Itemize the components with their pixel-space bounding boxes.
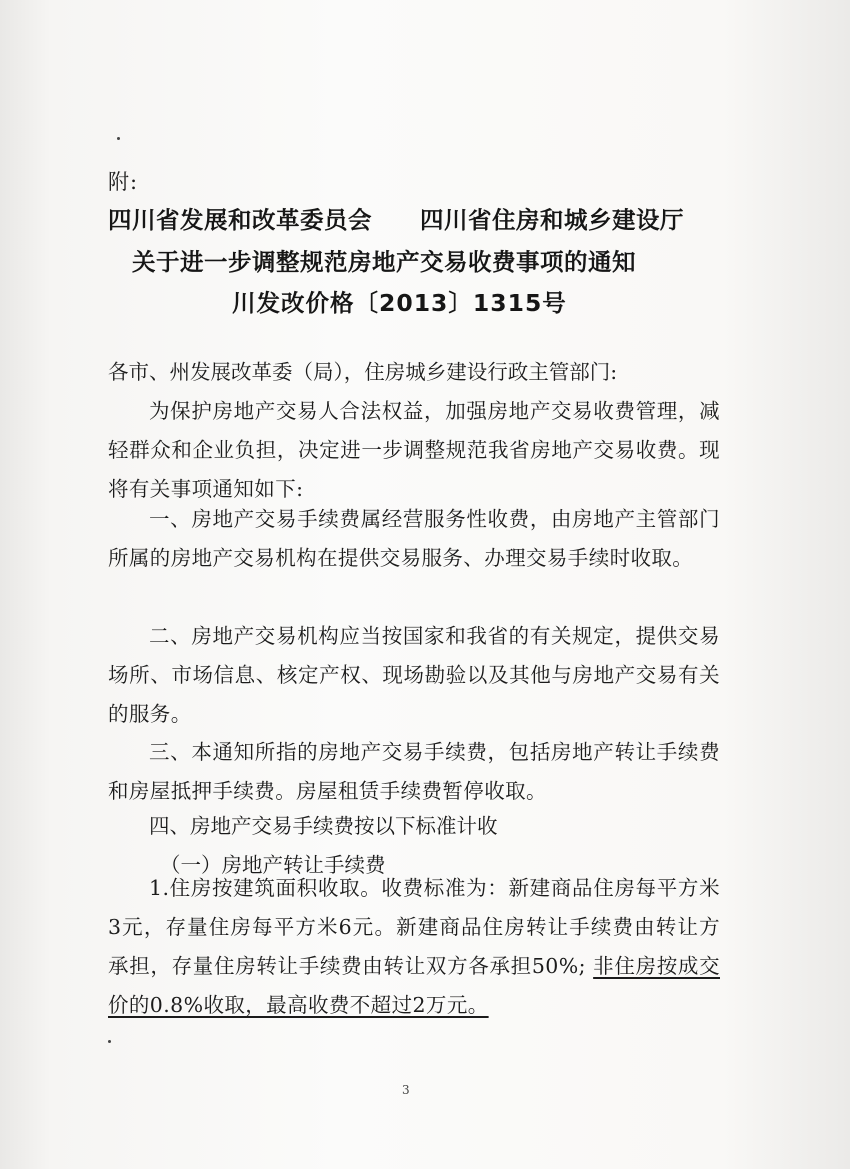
scan-speck — [108, 1040, 111, 1043]
issuing-authorities-title: 四川省发展和改革委员会 四川省住房和城乡建设厅 — [108, 206, 684, 234]
page-number: 3 — [402, 1083, 410, 1097]
item-1-underlined-text: 非住房按成交价的0.8%收取，最高收费不超过2万元。 — [108, 954, 720, 1017]
item-1-paragraph — [108, 869, 720, 1025]
clause-3-paragraph: 三、本通知所指的房地产交易手续费，包括房地产转让手续费和房屋抵押手续费。房屋租赁手续费暂停收取。 — [108, 740, 720, 803]
attachment-label: 附: — [108, 170, 139, 194]
clause-1-paragraph: 一、房地产交易手续费属经营服务性收费，由房地产主管部门所属的房地产交易机构在提供交易服务、办理交易手续时收取。 — [108, 507, 720, 570]
subsection-heading: （一）房地产转让手续费 — [160, 853, 386, 877]
document-number: 川发改价格〔2013〕1315号 — [232, 289, 567, 317]
clause-2-paragraph: 二、房地产交易机构应当按国家和我省的有关规定，提供交易场所、市场信息、核定产权、现场勘验以及其他与房地产交易有关的服务。 — [108, 624, 720, 726]
scan-speck — [117, 137, 120, 140]
item-1-main-text: 1.住房按建筑面积收取。收费标准为：新建商品住房每平方米3元，存量住房每平方米6元。新建商品住房转让手续费由转让方承担，存量住房转让手续费由转让双方各承担50%; — [108, 876, 720, 978]
intro-paragraph: 为保护房地产交易人合法权益，加强房地产交易收费管理，减轻群众和企业负担，决定进一步调整规范我省房地产交易收费。现将有关事项通知如下: — [108, 399, 720, 501]
section-heading: 四、房地产交易手续费按以下标准计收 — [149, 814, 498, 838]
salutation: 各市、州发展改革委（局），住房城乡建设行政主管部门: — [108, 360, 618, 384]
notice-title: 关于进一步调整规范房地产交易收费事项的通知 — [132, 248, 636, 276]
